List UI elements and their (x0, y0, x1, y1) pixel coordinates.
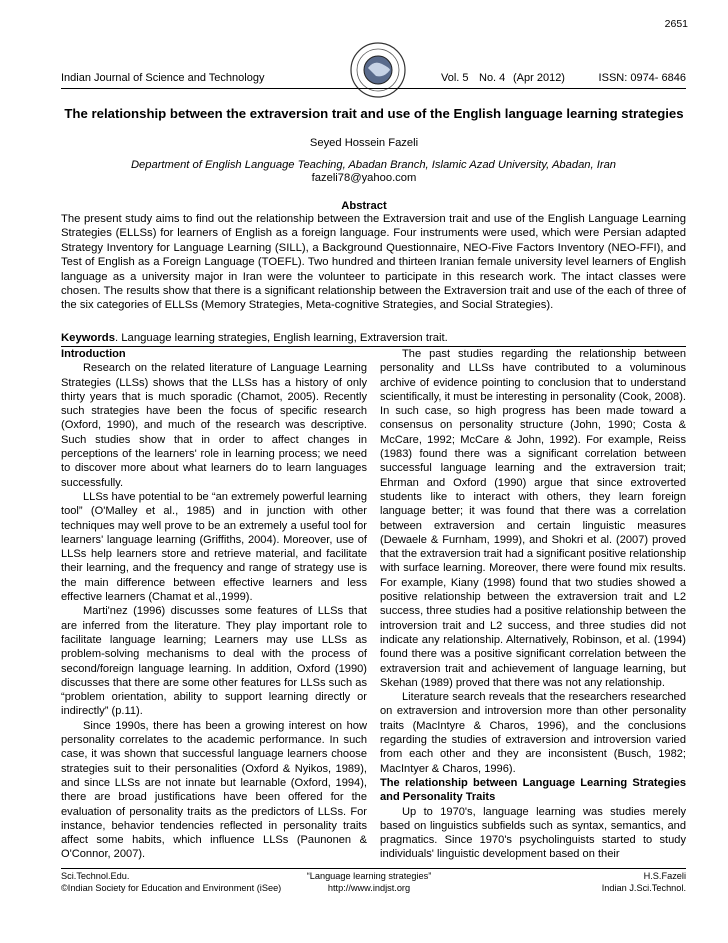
journal-logo (348, 40, 408, 100)
footer-short-title: “Language learning strategies” (306, 871, 432, 881)
page-number: 2651 (664, 18, 688, 30)
footer-journal-short: Sci.Technol.Edu. (61, 871, 130, 881)
keywords-text: . Language learning strategies, English learning, Extraversion trait. (115, 332, 448, 344)
footer-center (294, 870, 444, 894)
section-heading-introduction: Introduction (61, 348, 126, 360)
left-column (61, 347, 367, 862)
affiliation: Department of English Language Teaching, Abadan Branch, Islamic Azad University, Abadan, Iran (130, 159, 617, 171)
issn: ISSN: 0974- 6846 (598, 72, 686, 84)
footer-left (61, 870, 281, 894)
keywords (61, 332, 686, 344)
paper-title: The relationship between the extraversion trait and use of the English language learning strategies (64, 106, 684, 121)
right-column (380, 347, 686, 862)
paragraph: Up to 1970's, language learning was studies merely based on linguistics subfields such as syntax, semantics, and pragmatics. Since 1970's psycholinguists started to study individuals' linguistic development based on their (380, 805, 686, 861)
footer-rule (61, 868, 686, 869)
abstract-heading: Abstract (341, 200, 387, 212)
running-header (61, 72, 686, 86)
paragraph: Since 1990s, there has been a growing interest on how personality correlates to the academic performance. In such case, it was shown that successful language learners choose strategies suit to their personalities (Oxford & Nyikos, 1989), and since LLSs are not innate but learnable (Oxford, 1994), there are broad justifications have been offered for the evaluation of personality traits as the predictors of LLSs. For instance, behavior tendencies reflected in personality traits affect some habits, which influence LLSs (Paunonen & O'Connor, 2007). (61, 719, 367, 861)
section-heading-llss-personality: The relationship between Language Learning Strategies and Personality Traits (380, 776, 686, 804)
author-email: fazeli78@yahoo.com (311, 172, 417, 184)
issue-date: (Apr 2012) (513, 72, 565, 84)
issue: No. 4 (479, 72, 506, 84)
footer-journal-abbrev: Indian J.Sci.Technol. (601, 883, 686, 893)
footer-url: http://www.indjst.org (327, 883, 411, 893)
keywords-label: Keywords (61, 332, 115, 344)
author: Seyed Hossein Fazeli (309, 137, 419, 149)
volume: Vol. 5 (441, 72, 469, 84)
journal-name: Indian Journal of Science and Technology (61, 72, 265, 84)
paragraph: Marti'nez (1996) discusses some features of LLSs that are inferred from the literature. They play important role to facilitate language learning; Learners may use LLSs as problem-solving mechanisms to deal with the process of second/foreign language learning. In addition, Oxford (1990) discusses that there are some other features for LLSs such as “problem orientation, ability to support learning directly or indirectly” (p.11). (61, 605, 367, 718)
paragraph: The past studies regarding the relationship between personality and LLSs have contributed to a voluminous archive of evidence pointing to conclusion that to understand scientifically, it must be interesting in personality (Cook, 2008). In such case, so high progress has been made toward a consensus on personality structure (John, 1990; Costa & McCare, 1992; McCare & John, 1992). For example, Reiss (1983) found there was a significant correlation between successful language learning and the extraversion trait; Ehrman and Oxford (1990) argue that since extroverted students like to interact with others, they learn foreign language better; it was found that there was a correlation between extraversion and certain linguistic measures (Dewaele & Furnham, 1999), and Shokri et al. (2007) proved that the extraversion trait had a significant positive relationship with surface learning. Moreover, there were found mix results. For example, Kiany (1998) found that two studies showed a positive relationship between the extraversion trait and L2 success, three studies had a positive relationship between the introversion trait and L2 success, and three studies did not indicate any relationship. Alternatively, Robinson, et al. (1994) found there was a positive significant correlation between the extraversion trait and achievement of language learning, but Skehan (1989) proved that there was not any relationship. (380, 348, 686, 689)
abstract-text: The present study aims to find out the relationship between the Extraversion trait and use of the English Language Learning Strategies (ELLSs) for learners of English as a foreign language. Four instruments were used, which were Persian adapted Strategy Inventory for Language Learning (SILL), a Background Questionnaire, NEO-Five Factors Inventory (NEO-FFI), and Test of English as a Foreign Language (TOEFL). Two hundred and thirteen Iranian female university level learners of English language as a university major in Iran were the volunteer to participate in this research work. The intact classes were chosen. The results show that there is a significant relationship between the Extraversion trait and use of the each of three of the six categories of ELLSs (Memory Strategies, Meta-cognitive Strategies, and Social Strategies). (61, 213, 686, 312)
paragraph: Research on the related literature of Language Learning Strategies (LLSs) shows that the LLSs has a history of only thirty years that is much sporadic (Chamot, 2005). Recently such strategies have been the focus of specific research (Oxford, 1990), and much of the research was descriptive. Such studies show that in order to affect changes in perceptions of the learners' role in learning process; we need to discover more about what learners do to learn languages successfully. (61, 362, 367, 489)
paragraph: LLSs have potential to be “an extremely powerful learning tool” (O'Malley et al., 1985) and in junction with other techniques may well prove to be an extremely a useful tool for learners' language learning (Griffiths, 2004). Moreover, use of LLSs help learners store and retrieve material, and facilitate their learning, and the frequency and range of strategy use is the main difference between effective learners and less effective learners (Chamat et al.,1999). (61, 490, 367, 604)
paragraph: Literature search reveals that the researchers researched on extraversion and introversion more than other personality traits (MacIntyre & Charos, 1996), and the conclusions regarding the studies of extraversion and introversion varied from each other and they are inconsistent (Busch, 1982; MacIntyer & Charos, 1996). (380, 691, 686, 775)
footer-author: H.S.Fazeli (643, 871, 686, 881)
footer-right (602, 870, 686, 894)
header-rule (61, 88, 686, 89)
footer-copyright: ©Indian Society for Education and Environment (iSee) (61, 883, 282, 893)
